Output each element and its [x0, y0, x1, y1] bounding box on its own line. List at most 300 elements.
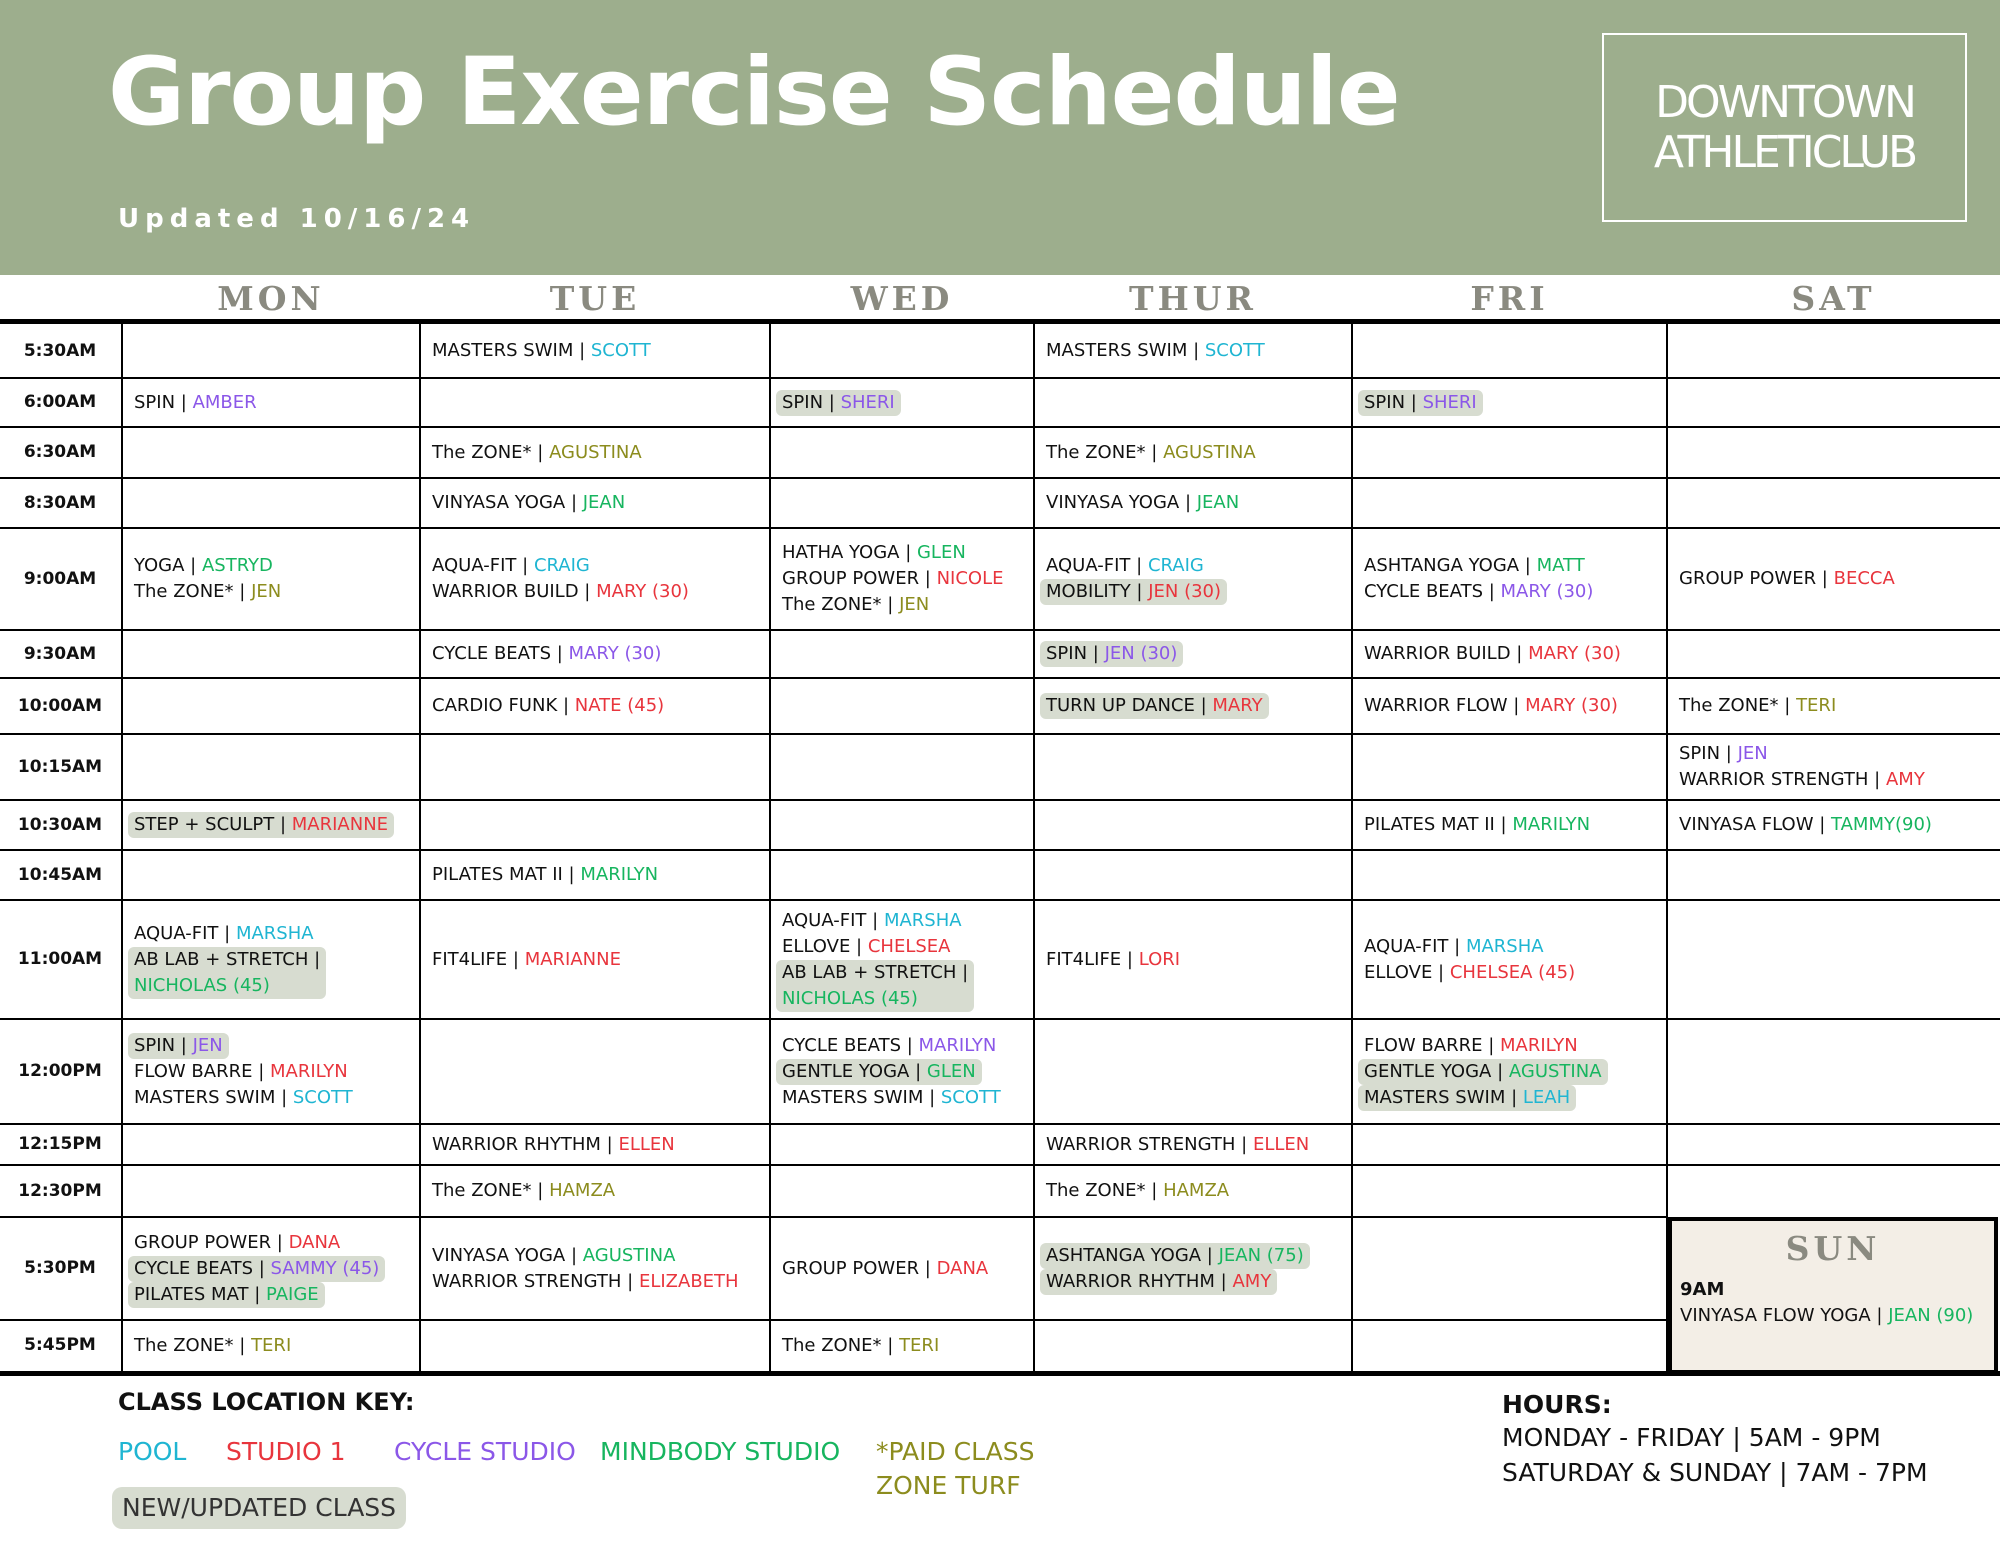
schedule-cell-mon [122, 1333, 420, 1359]
instructor-name: MARILYN [1512, 814, 1591, 835]
schedule-cell-tue [420, 1243, 770, 1295]
row-divider [0, 377, 2000, 379]
class-entry-row [432, 1243, 770, 1269]
separator: | [909, 1060, 927, 1082]
day-header-mon: MON [217, 279, 325, 318]
class-name: TURN UP DANCE [1046, 695, 1195, 716]
schedule-cell-mon [122, 1230, 420, 1308]
instructor-name: HAMZA [1163, 1180, 1230, 1201]
separator: | [1187, 340, 1205, 361]
schedule-cell-tue [420, 553, 770, 605]
class-entry-row [782, 1059, 1034, 1085]
time-label: 5:30AM [23, 341, 97, 361]
class-name: YOGA [134, 555, 185, 576]
day-header-sat: SAT [1791, 279, 1876, 318]
separator: | [1130, 581, 1149, 602]
separator: | [1130, 555, 1148, 576]
class-name: SPIN [134, 1034, 176, 1056]
schedule-cell-sat [1667, 566, 2000, 592]
schedule-cell-tue [420, 862, 770, 888]
schedule-cell-fri [1352, 1033, 1667, 1111]
time-label: 6:30AM [23, 442, 97, 462]
class-entry [134, 1230, 420, 1256]
class-entry-row [782, 1333, 1034, 1359]
class-name: WARRIOR STRENGTH [1046, 1133, 1236, 1155]
page-title: Group Exercise Schedule [108, 38, 1400, 147]
class-entry [134, 1333, 420, 1359]
instructor-name: JEAN (90) [1888, 1305, 1974, 1326]
class-entry [782, 908, 1034, 934]
instructor-name: ELLEN [618, 1133, 675, 1155]
instructor-name: NICHOLAS (45) [134, 974, 270, 996]
separator: | [1194, 695, 1213, 716]
class-name: STEP + SCULPT [134, 814, 275, 835]
day-header-sun: SUN [1785, 1229, 1881, 1268]
separator: | [1405, 391, 1423, 413]
class-name: PILATES MAT II [432, 864, 563, 885]
class-name: The ZONE* [782, 1334, 882, 1356]
class-name: WARRIOR RHYTHM [1046, 1270, 1215, 1292]
day-header-tue: TUE [549, 279, 641, 318]
class-entry [1364, 934, 1667, 960]
row-divider [0, 527, 2000, 529]
class-entry [1040, 693, 1269, 719]
class-name: AB LAB + STRETCH | [782, 961, 969, 983]
class-entry [1679, 767, 2000, 793]
key-mindbody-studio: MINDBODY STUDIO [600, 1437, 841, 1466]
time-label: 10:30AM [17, 815, 103, 835]
separator: | [175, 1034, 193, 1056]
separator: | [271, 1231, 289, 1253]
column-divider [419, 324, 421, 1371]
instructor-name: TERI [899, 1334, 940, 1356]
separator: | [1201, 1244, 1219, 1266]
separator: | [621, 1270, 639, 1292]
class-entry [432, 579, 770, 605]
class-name: The ZONE* [782, 594, 882, 615]
class-entry [1046, 338, 1352, 364]
separator: | [901, 1034, 919, 1056]
class-name: The ZONE* [134, 581, 234, 602]
class-entry-row [1046, 490, 1352, 516]
schedule-cell-tue [420, 338, 770, 364]
instructor-name: AGUSTINA [1163, 441, 1256, 463]
class-entry [134, 579, 420, 605]
class-entry [134, 921, 420, 947]
class-entry [128, 1033, 229, 1059]
schedule-cell-thur [1034, 641, 1352, 667]
separator: | [1519, 555, 1537, 576]
class-entry [1364, 693, 1667, 719]
instructor-name: JEAN [1196, 492, 1240, 513]
class-entry-row [432, 338, 770, 364]
schedule-cell-thur [1034, 338, 1352, 364]
separator: | [923, 1086, 941, 1108]
instructor-name: BECCA [1833, 568, 1895, 589]
class-entry-row [432, 490, 770, 516]
schedule-cell-thur [1034, 440, 1352, 466]
class-entry [782, 540, 1034, 566]
class-entry-row [1046, 641, 1352, 667]
separator: | [531, 1180, 550, 1201]
instructor-name: MARSHA [235, 922, 314, 944]
header-rule [0, 319, 2000, 324]
class-entry [1040, 1269, 1277, 1295]
instructor-name: JEN [192, 1034, 223, 1056]
class-name: CYCLE BEATS [432, 643, 552, 664]
class-entry-row [432, 553, 770, 579]
class-name: MASTERS SWIM [432, 340, 574, 361]
class-entry-row [1364, 693, 1667, 719]
class-name: CYCLE BEATS [1364, 581, 1484, 602]
separator: | [919, 568, 937, 589]
time-label: 10:45AM [17, 865, 103, 885]
logo-line-2: ATHLETICLUB [1653, 127, 1916, 178]
instructor-name: JEAN [582, 492, 626, 513]
schedule-cell-wed [770, 1256, 1034, 1282]
class-entry-row [782, 566, 1034, 592]
class-entry-row [1046, 579, 1352, 605]
schedule-cell-fri [1352, 390, 1667, 416]
class-entry [782, 1033, 1034, 1059]
time-label: 9:00AM [23, 569, 97, 589]
class-entry [1364, 812, 1667, 838]
class-entry-row [1679, 693, 2000, 719]
time-label: 6:00AM [23, 392, 97, 412]
schedule-cell-sat [1667, 812, 2000, 838]
instructor-name: MARY (30) [1500, 581, 1594, 602]
time-label: 10:00AM [17, 696, 103, 716]
separator: | [881, 1334, 900, 1356]
class-entry-row [782, 1085, 1034, 1111]
class-name: WARRIOR BUILD [432, 581, 579, 602]
separator: | [565, 1244, 583, 1266]
class-entry [782, 1256, 1034, 1282]
instructor-name: AGUSTINA [1508, 1060, 1602, 1082]
time-label: 12:15PM [18, 1134, 102, 1154]
class-name: ELLOVE [1364, 961, 1433, 983]
class-entry-row [432, 440, 770, 466]
class-name: MOBILITY [1046, 581, 1131, 602]
class-name: VINYASA YOGA [432, 492, 566, 513]
time-label: 12:00PM [18, 1061, 102, 1081]
class-entry [432, 1132, 770, 1158]
time-label: 9:30AM [23, 644, 97, 664]
class-entry [134, 390, 420, 416]
class-entry-row [1364, 553, 1667, 579]
separator: | [1087, 643, 1105, 664]
separator: | [1432, 961, 1450, 983]
class-name: MASTERS SWIM [1046, 340, 1188, 361]
class-entry-row [782, 1033, 1034, 1059]
instructor-name: TERI [251, 1334, 292, 1356]
row-divider [0, 426, 2000, 428]
schedule-cell-sat [1667, 693, 2000, 719]
class-entry-row [1364, 641, 1667, 667]
class-entry [1364, 1033, 1667, 1059]
schedule-cell-tue [420, 1132, 770, 1158]
class-name: VINYASA YOGA [432, 1244, 566, 1266]
day-header-fri: FRI [1470, 279, 1549, 318]
time-label: 12:30PM [18, 1181, 102, 1201]
class-entry-row [134, 1059, 420, 1085]
schedule-cell-thur [1034, 693, 1352, 719]
instructor-name: MATT [1536, 555, 1585, 576]
instructor-name: TERI [1796, 695, 1837, 716]
instructor-name: MARSHA [1465, 935, 1544, 957]
instructor-name: LEAH [1522, 1086, 1571, 1108]
instructor-name: SCOTT [1204, 340, 1265, 361]
class-entry [782, 592, 1034, 618]
class-name: MASTERS SWIM [782, 1086, 924, 1108]
instructor-name: MARY [1212, 695, 1263, 716]
instructor-name: AGUSTINA [582, 1244, 676, 1266]
instructor-name: AMY [1232, 1270, 1272, 1292]
separator: | [866, 909, 884, 931]
instructor-name: HAMZA [549, 1180, 616, 1201]
instructor-name: JEN (30) [1104, 643, 1178, 664]
row-divider [0, 477, 2000, 479]
schedule-cell-wed [770, 1333, 1034, 1359]
class-entry-row [1046, 947, 1352, 973]
separator: | [562, 864, 581, 885]
separator: | [274, 814, 292, 835]
class-entry-row [134, 390, 420, 416]
sunday-class [1680, 1305, 1973, 1326]
instructor-name: MARILYN [918, 1034, 997, 1056]
class-name: ASHTANGA YOGA [1364, 555, 1520, 576]
class-entry-row [432, 579, 770, 605]
class-name: GENTLE YOGA [1364, 1060, 1492, 1082]
class-entry [128, 947, 326, 999]
class-name: AQUA-FIT [134, 922, 219, 944]
instructor-name: MARILYN [1500, 1034, 1578, 1056]
key-cycle-studio: CYCLE STUDIO [394, 1437, 576, 1466]
row-divider [0, 849, 2000, 851]
class-entry [1046, 490, 1352, 516]
class-entry-row [1046, 1178, 1352, 1204]
time-label: 5:30PM [24, 1258, 96, 1278]
class-entry-row [1364, 1059, 1667, 1085]
class-entry-row [782, 908, 1034, 934]
class-entry-row [1364, 390, 1667, 416]
class-entry [782, 1333, 1034, 1359]
class-entry [432, 1269, 770, 1295]
separator: | [1510, 643, 1529, 664]
class-entry [134, 1085, 420, 1111]
class-entry-row [1679, 812, 2000, 838]
class-entry [1679, 566, 2000, 592]
column-divider [121, 324, 123, 1371]
class-entry [1358, 1085, 1576, 1111]
instructor-name: JEN [899, 594, 930, 615]
class-name: CYCLE BEATS [782, 1034, 902, 1056]
separator: | [275, 1086, 293, 1108]
class-entry [432, 693, 770, 719]
row-divider [0, 1216, 1667, 1218]
class-entry [1679, 812, 2000, 838]
instructor-name: MARY (30) [568, 643, 662, 664]
class-entry-row [782, 960, 1034, 1012]
column-divider [1033, 324, 1035, 1371]
instructor-name: CHELSEA [867, 935, 951, 957]
separator: | [1816, 568, 1834, 589]
separator: | [1235, 1133, 1253, 1155]
class-name: SPIN [1364, 391, 1406, 413]
hours-weekday: MONDAY - FRIDAY | 5AM - 9PM [1502, 1423, 1881, 1452]
column-divider [1666, 324, 1668, 1371]
instructor-name: MARY (30) [1528, 643, 1621, 664]
day-header-row [0, 278, 2000, 320]
schedule-cell-mon [122, 812, 420, 838]
class-entry [1364, 960, 1667, 986]
separator: | [1876, 1305, 1889, 1326]
class-entry [776, 390, 901, 416]
schedule-cell-thur [1034, 1132, 1352, 1158]
class-entry [1364, 579, 1667, 605]
separator: | [1482, 1034, 1500, 1056]
schedule-cell-thur [1034, 1243, 1352, 1295]
class-name: GROUP POWER [1679, 568, 1817, 589]
instructor-name: GLEN [926, 1060, 976, 1082]
class-name: MASTERS SWIM [1364, 1086, 1506, 1108]
class-entry-row [1364, 1033, 1667, 1059]
class-entry-row [782, 1256, 1034, 1282]
class-entry [1358, 390, 1483, 416]
class-entry [134, 553, 420, 579]
hours-weekend: SATURDAY & SUNDAY | 7AM - 7PM [1502, 1458, 1928, 1487]
class-entry [432, 641, 770, 667]
row-divider [0, 899, 2000, 901]
class-entry [1046, 1132, 1352, 1158]
class-entry [432, 440, 770, 466]
class-name: AQUA-FIT [782, 909, 867, 931]
class-name: WARRIOR FLOW [1364, 695, 1508, 716]
separator: | [1448, 935, 1466, 957]
separator: | [1145, 441, 1164, 463]
class-name: AQUA-FIT [1046, 555, 1131, 576]
day-header-thur: THUR [1129, 279, 1257, 318]
instructor-name: MARY (30) [596, 581, 689, 602]
key-paid-class: *PAID CLASS [876, 1437, 1035, 1466]
instructor-name: AMY [1885, 769, 1925, 790]
class-entry-row [134, 1333, 420, 1359]
separator: | [823, 391, 841, 413]
column-divider [769, 324, 771, 1371]
class-name: GROUP POWER [782, 568, 920, 589]
class-entry-row [782, 934, 1034, 960]
class-entry [1358, 1059, 1608, 1085]
instructor-name: CRAIG [533, 555, 590, 576]
class-entry-row [1046, 338, 1352, 364]
class-name: WARRIOR STRENGTH [1679, 769, 1869, 790]
separator: | [531, 441, 550, 463]
key-pool: POOL [118, 1437, 187, 1466]
class-name: CARDIO FUNK [432, 695, 558, 716]
class-name: ASHTANGA YOGA [1046, 1244, 1202, 1266]
instructor-name: ASTRYD [201, 555, 273, 576]
class-entry [1040, 1243, 1310, 1269]
sunday-box [1668, 1217, 1998, 1374]
class-entry [432, 1178, 770, 1204]
class-entry-row [432, 1269, 770, 1295]
class-entry-row [782, 540, 1034, 566]
instructor-name: NICHOLAS (45) [782, 987, 918, 1009]
schedule-cell-tue [420, 490, 770, 516]
schedule-cell-fri [1352, 641, 1667, 667]
instructor-name: MARY (30) [1525, 695, 1618, 716]
class-entry-row [432, 1178, 770, 1204]
club-logo [1602, 33, 1967, 222]
row-divider [0, 1319, 1667, 1321]
class-name: WARRIOR BUILD [1364, 643, 1511, 664]
class-entry-row [134, 812, 420, 838]
class-entry [1046, 553, 1352, 579]
class-entry-row [134, 579, 420, 605]
class-name: AB LAB + STRETCH | [134, 948, 321, 970]
instructor-name: JEAN (75) [1218, 1244, 1304, 1266]
class-name: SPIN [1679, 743, 1721, 764]
class-name: The ZONE* [134, 1334, 234, 1356]
class-name: GROUP POWER [134, 1231, 272, 1253]
schedule-cell-fri [1352, 812, 1667, 838]
instructor-name: MARILYN [270, 1060, 348, 1082]
class-entry-row [1046, 553, 1352, 579]
class-entry [1679, 741, 2000, 767]
class-name: The ZONE* [1679, 695, 1779, 716]
class-entry-row [1046, 440, 1352, 466]
schedule-cell-thur [1034, 490, 1352, 516]
separator: | [1494, 814, 1513, 835]
instructor-name: TAMMY(90) [1831, 814, 1932, 835]
row-divider [0, 733, 2000, 735]
separator: | [551, 643, 569, 664]
separator: | [565, 492, 583, 513]
class-name: WARRIOR STRENGTH [432, 1270, 622, 1292]
schedule-cell-wed [770, 1033, 1034, 1111]
instructor-name: SHERI [1422, 391, 1477, 413]
class-name: FLOW BARRE [1364, 1034, 1483, 1056]
schedule-cell-thur [1034, 947, 1352, 973]
class-name: SPIN [782, 391, 824, 413]
separator: | [248, 1283, 266, 1305]
class-entry [1364, 641, 1667, 667]
separator: | [516, 555, 534, 576]
class-entry [128, 1256, 385, 1282]
instructor-name: SAMMY (45) [270, 1257, 380, 1279]
class-entry-row [1364, 960, 1667, 986]
separator: | [919, 1257, 937, 1279]
time-label: 5:45PM [24, 1335, 96, 1355]
instructor-name: DANA [936, 1257, 989, 1279]
class-name: SPIN [1046, 643, 1088, 664]
schedule-cell-fri [1352, 553, 1667, 605]
key-new-class-badge: NEW/UPDATED CLASS [112, 1487, 406, 1529]
sunday-time: 9AM [1680, 1279, 1725, 1300]
time-label: 8:30AM [23, 493, 97, 513]
class-entry-row [432, 641, 770, 667]
class-name: FLOW BARRE [134, 1060, 253, 1082]
separator: | [1507, 695, 1526, 716]
class-name: CYCLE BEATS [134, 1257, 254, 1279]
class-name: GENTLE YOGA [782, 1060, 910, 1082]
class-entry-row [1046, 693, 1352, 719]
separator: | [1868, 769, 1886, 790]
class-entry-row [134, 553, 420, 579]
class-entry-row [432, 1132, 770, 1158]
separator: | [1491, 1060, 1509, 1082]
separator: | [1214, 1270, 1233, 1292]
